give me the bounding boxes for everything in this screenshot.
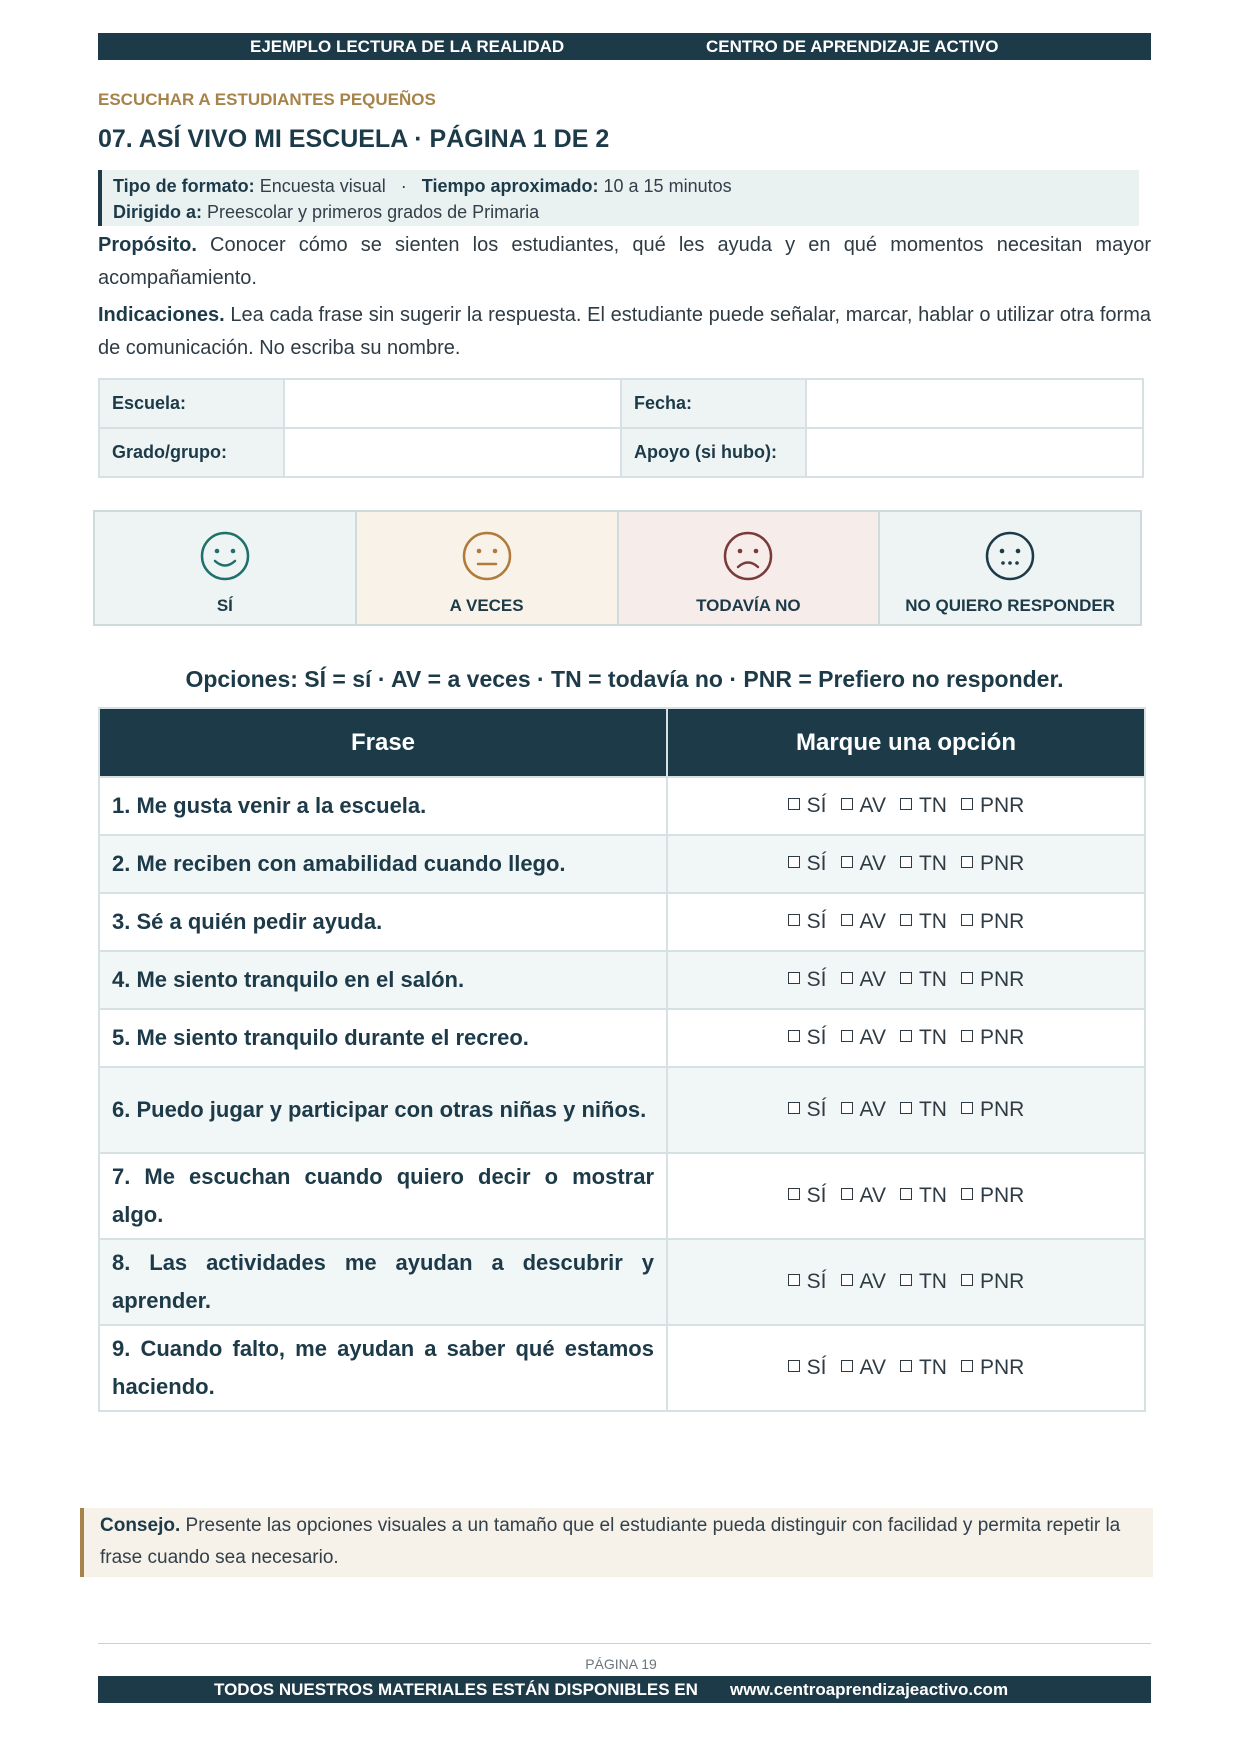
checkbox-icon[interactable]	[841, 914, 853, 926]
checkbox-icon[interactable]	[961, 1030, 973, 1042]
checkbox-icon[interactable]	[961, 1360, 973, 1372]
happy-face-icon	[199, 530, 251, 582]
option-label: SÍ	[806, 968, 827, 991]
footer-bar	[98, 1676, 1151, 1703]
option-checkbox[interactable]	[841, 794, 886, 818]
tip-label: Consejo.	[100, 1515, 181, 1536]
checkbox-icon[interactable]	[961, 1102, 973, 1114]
checkbox-icon[interactable]	[788, 1030, 800, 1042]
ellipsis-face-icon	[984, 530, 1036, 582]
format-label: Tipo de formato:	[113, 176, 255, 196]
checkbox-icon[interactable]	[900, 1274, 912, 1286]
checkbox-icon[interactable]	[900, 798, 912, 810]
row-options	[667, 1153, 1145, 1239]
option-label: PNR	[979, 1184, 1025, 1207]
checkbox-icon[interactable]	[788, 972, 800, 984]
option-checkbox[interactable]	[788, 1026, 827, 1050]
school-field[interactable]	[284, 379, 621, 428]
face-option-yes[interactable]	[95, 512, 357, 624]
option-label: SÍ	[806, 910, 827, 933]
option-checkbox[interactable]	[961, 794, 1024, 818]
checkbox-icon[interactable]	[788, 798, 800, 810]
time-label: Tiempo aproximado:	[421, 176, 599, 196]
option-checkbox[interactable]	[788, 1184, 827, 1208]
checkbox-icon[interactable]	[841, 1188, 853, 1200]
option-label: PNR	[979, 1026, 1025, 1049]
option-checkbox[interactable]	[900, 794, 947, 818]
grade-field[interactable]	[284, 428, 621, 477]
audience-value: Preescolar y primeros grados de Primaria	[207, 202, 540, 222]
table-row	[99, 951, 1145, 1009]
option-checkbox[interactable]	[841, 852, 886, 876]
option-label: AV	[859, 1356, 886, 1379]
row-options	[667, 1239, 1145, 1325]
option-label: AV	[859, 910, 886, 933]
option-label: PNR	[979, 1356, 1025, 1379]
header-bar	[98, 33, 1151, 60]
option-label: PNR	[979, 1098, 1025, 1121]
checkbox-icon[interactable]	[788, 856, 800, 868]
neutral-face-icon	[461, 530, 513, 582]
option-label: SÍ	[806, 1356, 827, 1379]
option-checkbox[interactable]	[961, 852, 1024, 876]
option-checkbox[interactable]	[841, 1026, 886, 1050]
row-phrase: 8. Las actividades me ayudan a descubrir y aprender.	[99, 1239, 667, 1325]
option-label: TN	[918, 1184, 947, 1207]
meta-fields-table	[98, 378, 1144, 478]
option-checkbox[interactable]	[900, 1356, 947, 1380]
row-phrase: 6. Puedo jugar y participar con otras niñas y niños.	[99, 1067, 667, 1153]
option-label: SÍ	[806, 1098, 827, 1121]
checkbox-icon[interactable]	[900, 1188, 912, 1200]
row-options	[667, 777, 1145, 835]
option-checkbox[interactable]	[841, 1184, 886, 1208]
school-label: Escuela:	[99, 379, 284, 428]
row-options	[667, 893, 1145, 951]
option-checkbox[interactable]	[961, 968, 1024, 992]
checkbox-icon[interactable]	[961, 856, 973, 868]
info-line-1	[113, 173, 1139, 199]
table-row	[99, 893, 1145, 951]
purpose-text: Conocer cómo se sienten los estudiantes, qué les ayuda y en qué momentos necesitan mayor acompañamiento.	[98, 234, 1152, 289]
checkbox-icon[interactable]	[841, 1102, 853, 1114]
option-label: TN	[918, 794, 947, 817]
option-label: SÍ	[806, 1026, 827, 1049]
option-checkbox[interactable]	[788, 1270, 827, 1294]
instructions-text: Lea cada frase sin sugerir la respuesta. El estudiante puede señalar, marcar, hablar o utilizar otra forma de comunicación. No escriba su nombre.	[98, 304, 1151, 359]
face-label: A VECES	[449, 596, 524, 615]
option-checkbox[interactable]	[841, 910, 886, 934]
info-line-2	[113, 199, 1139, 225]
table-row	[99, 1325, 1145, 1411]
checkbox-icon[interactable]	[788, 1188, 800, 1200]
option-checkbox[interactable]	[788, 1098, 827, 1122]
option-checkbox[interactable]	[961, 1356, 1024, 1380]
info-box	[98, 170, 1139, 226]
checkbox-icon[interactable]	[841, 972, 853, 984]
tip-text: Presente las opciones visuales a un tamaño que el estudiante pueda distinguir con facilidad y permita repetir la frase cuando sea necesario.	[100, 1515, 1121, 1568]
checkbox-icon[interactable]	[788, 1102, 800, 1114]
option-label: SÍ	[806, 1270, 827, 1293]
option-checkbox[interactable]	[900, 968, 947, 992]
checkbox-icon[interactable]	[961, 798, 973, 810]
option-checkbox[interactable]	[788, 794, 827, 818]
instructions-paragraph	[98, 299, 1151, 365]
option-label: TN	[918, 1098, 947, 1121]
table-row	[99, 835, 1145, 893]
option-checkbox[interactable]	[841, 1098, 886, 1122]
column-header-phrase: Frase	[99, 708, 667, 777]
checkbox-icon[interactable]	[841, 1360, 853, 1372]
table-row	[99, 1153, 1145, 1239]
option-checkbox[interactable]	[961, 1098, 1024, 1122]
page-title: 07. ASÍ VIVO MI ESCUELA · PÁGINA 1 DE 2	[98, 125, 610, 153]
face-option-sometimes[interactable]	[357, 512, 619, 624]
option-label: TN	[918, 910, 947, 933]
footer-url[interactable]: www.centroaprendizajeactivo.com	[730, 1680, 1009, 1699]
option-label: AV	[859, 852, 886, 875]
support-label: Apoyo (si hubo):	[621, 428, 806, 477]
option-label: PNR	[979, 910, 1025, 933]
option-checkbox[interactable]	[961, 1026, 1024, 1050]
purpose-label: Propósito.	[98, 234, 197, 256]
checkbox-icon[interactable]	[900, 856, 912, 868]
option-checkbox[interactable]	[788, 852, 827, 876]
face-label: SÍ	[216, 596, 233, 615]
option-checkbox[interactable]	[788, 1356, 827, 1380]
option-checkbox[interactable]	[961, 1184, 1024, 1208]
option-checkbox[interactable]	[788, 968, 827, 992]
option-label: AV	[859, 1026, 886, 1049]
table-row	[99, 1239, 1145, 1325]
option-checkbox[interactable]	[900, 1098, 947, 1122]
checkbox-icon[interactable]	[900, 914, 912, 926]
option-label: AV	[859, 968, 886, 991]
row-phrase: 9. Cuando falto, me ayudan a saber qué estamos haciendo.	[99, 1325, 667, 1411]
checkbox-icon[interactable]	[841, 1274, 853, 1286]
option-label: TN	[918, 1356, 947, 1379]
column-header-option: Marque una opción	[667, 708, 1145, 777]
face-scale	[93, 510, 1142, 626]
header-right: CENTRO DE APRENDIZAJE ACTIVO	[706, 37, 999, 56]
row-phrase: 7. Me escuchan cuando quiero decir o mostrar algo.	[99, 1153, 667, 1239]
checkbox-icon[interactable]	[961, 914, 973, 926]
face-option-no-answer[interactable]	[880, 512, 1140, 624]
checkbox-icon[interactable]	[900, 1030, 912, 1042]
option-label: SÍ	[806, 852, 827, 875]
option-label: PNR	[979, 1270, 1025, 1293]
option-checkbox[interactable]	[900, 1026, 947, 1050]
checkbox-icon[interactable]	[900, 1102, 912, 1114]
checkbox-icon[interactable]	[788, 914, 800, 926]
option-label: PNR	[979, 794, 1025, 817]
option-label: TN	[918, 1026, 947, 1049]
sad-face-icon	[722, 530, 774, 582]
option-label: TN	[918, 968, 947, 991]
option-label: PNR	[979, 852, 1025, 875]
checkbox-icon[interactable]	[900, 1360, 912, 1372]
option-label: AV	[859, 1184, 886, 1207]
option-checkbox[interactable]	[900, 1184, 947, 1208]
info-separator: ·	[400, 176, 407, 196]
row-phrase: 3. Sé a quién pedir ayuda.	[99, 893, 667, 951]
checkbox-icon[interactable]	[900, 972, 912, 984]
support-field[interactable]	[806, 428, 1143, 477]
footer-divider	[98, 1643, 1151, 1644]
option-label: SÍ	[806, 1184, 827, 1207]
checkbox-icon[interactable]	[841, 1030, 853, 1042]
row-phrase: 4. Me siento tranquilo en el salón.	[99, 951, 667, 1009]
date-label: Fecha:	[621, 379, 806, 428]
table-row	[99, 1009, 1145, 1067]
option-label: AV	[859, 794, 886, 817]
instructions-label: Indicaciones.	[98, 304, 225, 326]
row-phrase: 1. Me gusta venir a la escuela.	[99, 777, 667, 835]
checkbox-icon[interactable]	[841, 856, 853, 868]
date-field[interactable]	[806, 379, 1143, 428]
option-label: AV	[859, 1270, 886, 1293]
header-left: EJEMPLO LECTURA DE LA REALIDAD	[250, 37, 565, 56]
option-label: PNR	[979, 968, 1025, 991]
footer-left: TODOS NUESTROS MATERIALES ESTÁN DISPONIBLES EN	[214, 1680, 698, 1699]
option-checkbox[interactable]	[900, 852, 947, 876]
option-checkbox[interactable]	[841, 1356, 886, 1380]
row-options	[667, 1067, 1145, 1153]
checkbox-icon[interactable]	[961, 1188, 973, 1200]
row-options	[667, 951, 1145, 1009]
row-options	[667, 1009, 1145, 1067]
page-number: PÁGINA 19	[585, 1656, 657, 1672]
options-legend: Opciones: SÍ = sí · AV = a veces · TN = todavía no · PNR = Prefiero no responder.	[185, 666, 1064, 692]
option-checkbox[interactable]	[841, 968, 886, 992]
survey-table	[98, 707, 1146, 1412]
row-phrase: 2. Me reciben con amabilidad cuando llego.	[99, 835, 667, 893]
option-label: AV	[859, 1098, 886, 1121]
section-kicker: ESCUCHAR A ESTUDIANTES PEQUEÑOS	[98, 90, 436, 109]
face-label: TODAVÍA NO	[696, 596, 801, 615]
purpose-paragraph	[98, 229, 1151, 295]
option-checkbox[interactable]	[961, 910, 1024, 934]
checkbox-icon[interactable]	[788, 1274, 800, 1286]
face-option-not-yet[interactable]	[619, 512, 881, 624]
time-value: 10 a 15 minutos	[603, 176, 732, 196]
audience-label: Dirigido a:	[113, 202, 202, 222]
option-label: TN	[918, 1270, 947, 1293]
option-checkbox[interactable]	[900, 910, 947, 934]
row-options	[667, 835, 1145, 893]
option-checkbox[interactable]	[788, 910, 827, 934]
table-row	[99, 1067, 1145, 1153]
format-value: Encuesta visual	[259, 176, 386, 196]
table-row	[99, 777, 1145, 835]
checkbox-icon[interactable]	[841, 798, 853, 810]
option-checkbox[interactable]	[900, 1270, 947, 1294]
row-phrase: 5. Me siento tranquilo durante el recreo.	[99, 1009, 667, 1067]
option-label: TN	[918, 852, 947, 875]
option-label: SÍ	[806, 794, 827, 817]
checkbox-icon[interactable]	[961, 972, 973, 984]
option-checkbox[interactable]	[841, 1270, 886, 1294]
option-checkbox[interactable]	[961, 1270, 1024, 1294]
row-options	[667, 1325, 1145, 1411]
tip-box	[80, 1508, 1153, 1577]
checkbox-icon[interactable]	[788, 1360, 800, 1372]
checkbox-icon[interactable]	[961, 1274, 973, 1286]
face-label: NO QUIERO RESPONDER	[905, 596, 1115, 615]
grade-label: Grado/grupo:	[99, 428, 284, 477]
